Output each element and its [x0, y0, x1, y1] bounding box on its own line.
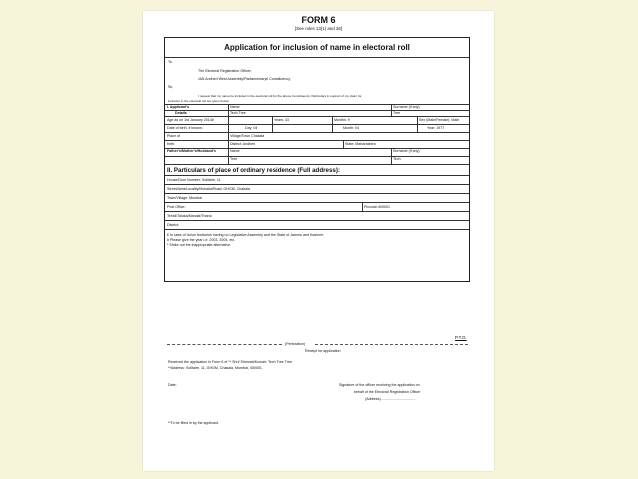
- relative-name-value: Tree: [230, 157, 238, 161]
- officer-line: The Electoral Registration Officer,: [198, 69, 252, 73]
- note-year: # Please give the year i.e. 2003, 2004, etc.: [167, 238, 236, 242]
- receipt-title: Receipt for application: [305, 349, 341, 353]
- form-rule-reference: [See rules 13(1) and 26]: [294, 26, 343, 31]
- name-label: Name: [230, 105, 240, 109]
- house-number: House/Door Number: Solitaire, 11: [167, 178, 221, 182]
- surname-label: Surname (if any): [393, 105, 420, 109]
- birth-village: Village/Town Chakala: [230, 134, 265, 138]
- dob-month: Month: 04: [343, 126, 359, 130]
- relative-name-label: Name: [230, 149, 240, 153]
- sex-value: Sex (Male/Female): Male: [419, 118, 460, 122]
- applicants-label: I. Applicant's: [167, 105, 190, 109]
- street-address: Street/Area/Locality/Mohalla/Road: GHGM, Chakala: [167, 187, 250, 191]
- birth-state: State: Maharashtra: [345, 142, 376, 146]
- surname-value: Tree: [393, 111, 401, 115]
- form-title: FORM 6: [301, 15, 336, 25]
- constituency-line: 165-Andheri West Assembly/Parliamentary£ Constituency,: [198, 77, 291, 81]
- town-village: Town/Village: Mumbai: [167, 196, 202, 200]
- birth-label: birth:: [167, 142, 175, 146]
- signature-line-1: Signature of the officer receiving the application on: [339, 383, 420, 387]
- request-line-1: I request that my name be included in the electoral roll for the above Constituency. Particulars in support of my claim for: [198, 94, 362, 98]
- signature-line-3: (Address)...................................: [365, 397, 416, 401]
- post-office: Post Office:: [167, 205, 186, 209]
- pincode: Pincode:400001: [364, 205, 390, 209]
- pto-label: P.T.O.: [455, 335, 467, 340]
- note-union-territories: £ In case of Union territories having no Legislative Assembly and the State of Jammu and Kashmir.: [167, 233, 325, 237]
- receipt-address: **Address: Solitaire, 11, GHGM, Chakala, Mumbai, 400001,: [168, 366, 263, 370]
- dob-year: Year: 1977: [427, 126, 445, 130]
- form-page: [143, 11, 494, 471]
- place-label: Place of: [167, 134, 180, 138]
- relative-surname-value: Tech: [393, 157, 401, 161]
- tehsil: Tehsil/Taluka/Mandal/Thana:: [167, 214, 213, 218]
- relative-surname-label: Surname (if any): [393, 149, 420, 153]
- application-form-box: [164, 37, 470, 282]
- perforation-label: (Perforation): [285, 342, 305, 346]
- name-value: Tech Tree: [230, 111, 246, 115]
- sir-label: Sir,: [168, 85, 174, 89]
- request-line-2: inclusion in the electoral roll are given below:: [168, 99, 230, 103]
- birth-district: District: Andheri: [230, 142, 256, 146]
- age-years: Years: 33: [274, 118, 290, 122]
- application-heading: Application for inclusion of name in electoral roll: [224, 43, 410, 52]
- dob-label: Date of birth, if known:: [167, 126, 203, 130]
- age-months: Months: 9: [334, 118, 350, 122]
- relative-label: Father's/Mother's/Husband's: [167, 149, 216, 153]
- district-field: District:: [167, 223, 179, 227]
- details-label: Details: [175, 111, 187, 115]
- signature-line-2: behalf of the Electoral Registration Officer: [354, 390, 421, 394]
- date-label: Date:: [168, 383, 177, 387]
- section-2-heading: II. Particulars of place of ordinary residence (Full address):: [167, 167, 340, 174]
- note-strike-out: * Strike out the inappropriate alternative.: [167, 243, 232, 247]
- filled-by-applicant-note: **To be filled in by the applicant.: [168, 421, 219, 425]
- to-label: To: [168, 60, 172, 64]
- received-line: Received the application in Form 6 of ** Shri/ Shrimati/Kumari: Tech Tree Tree: [168, 360, 292, 364]
- age-label: Age as on 1st January 2014#: [167, 118, 214, 122]
- dob-day: Day: 04: [245, 126, 258, 130]
